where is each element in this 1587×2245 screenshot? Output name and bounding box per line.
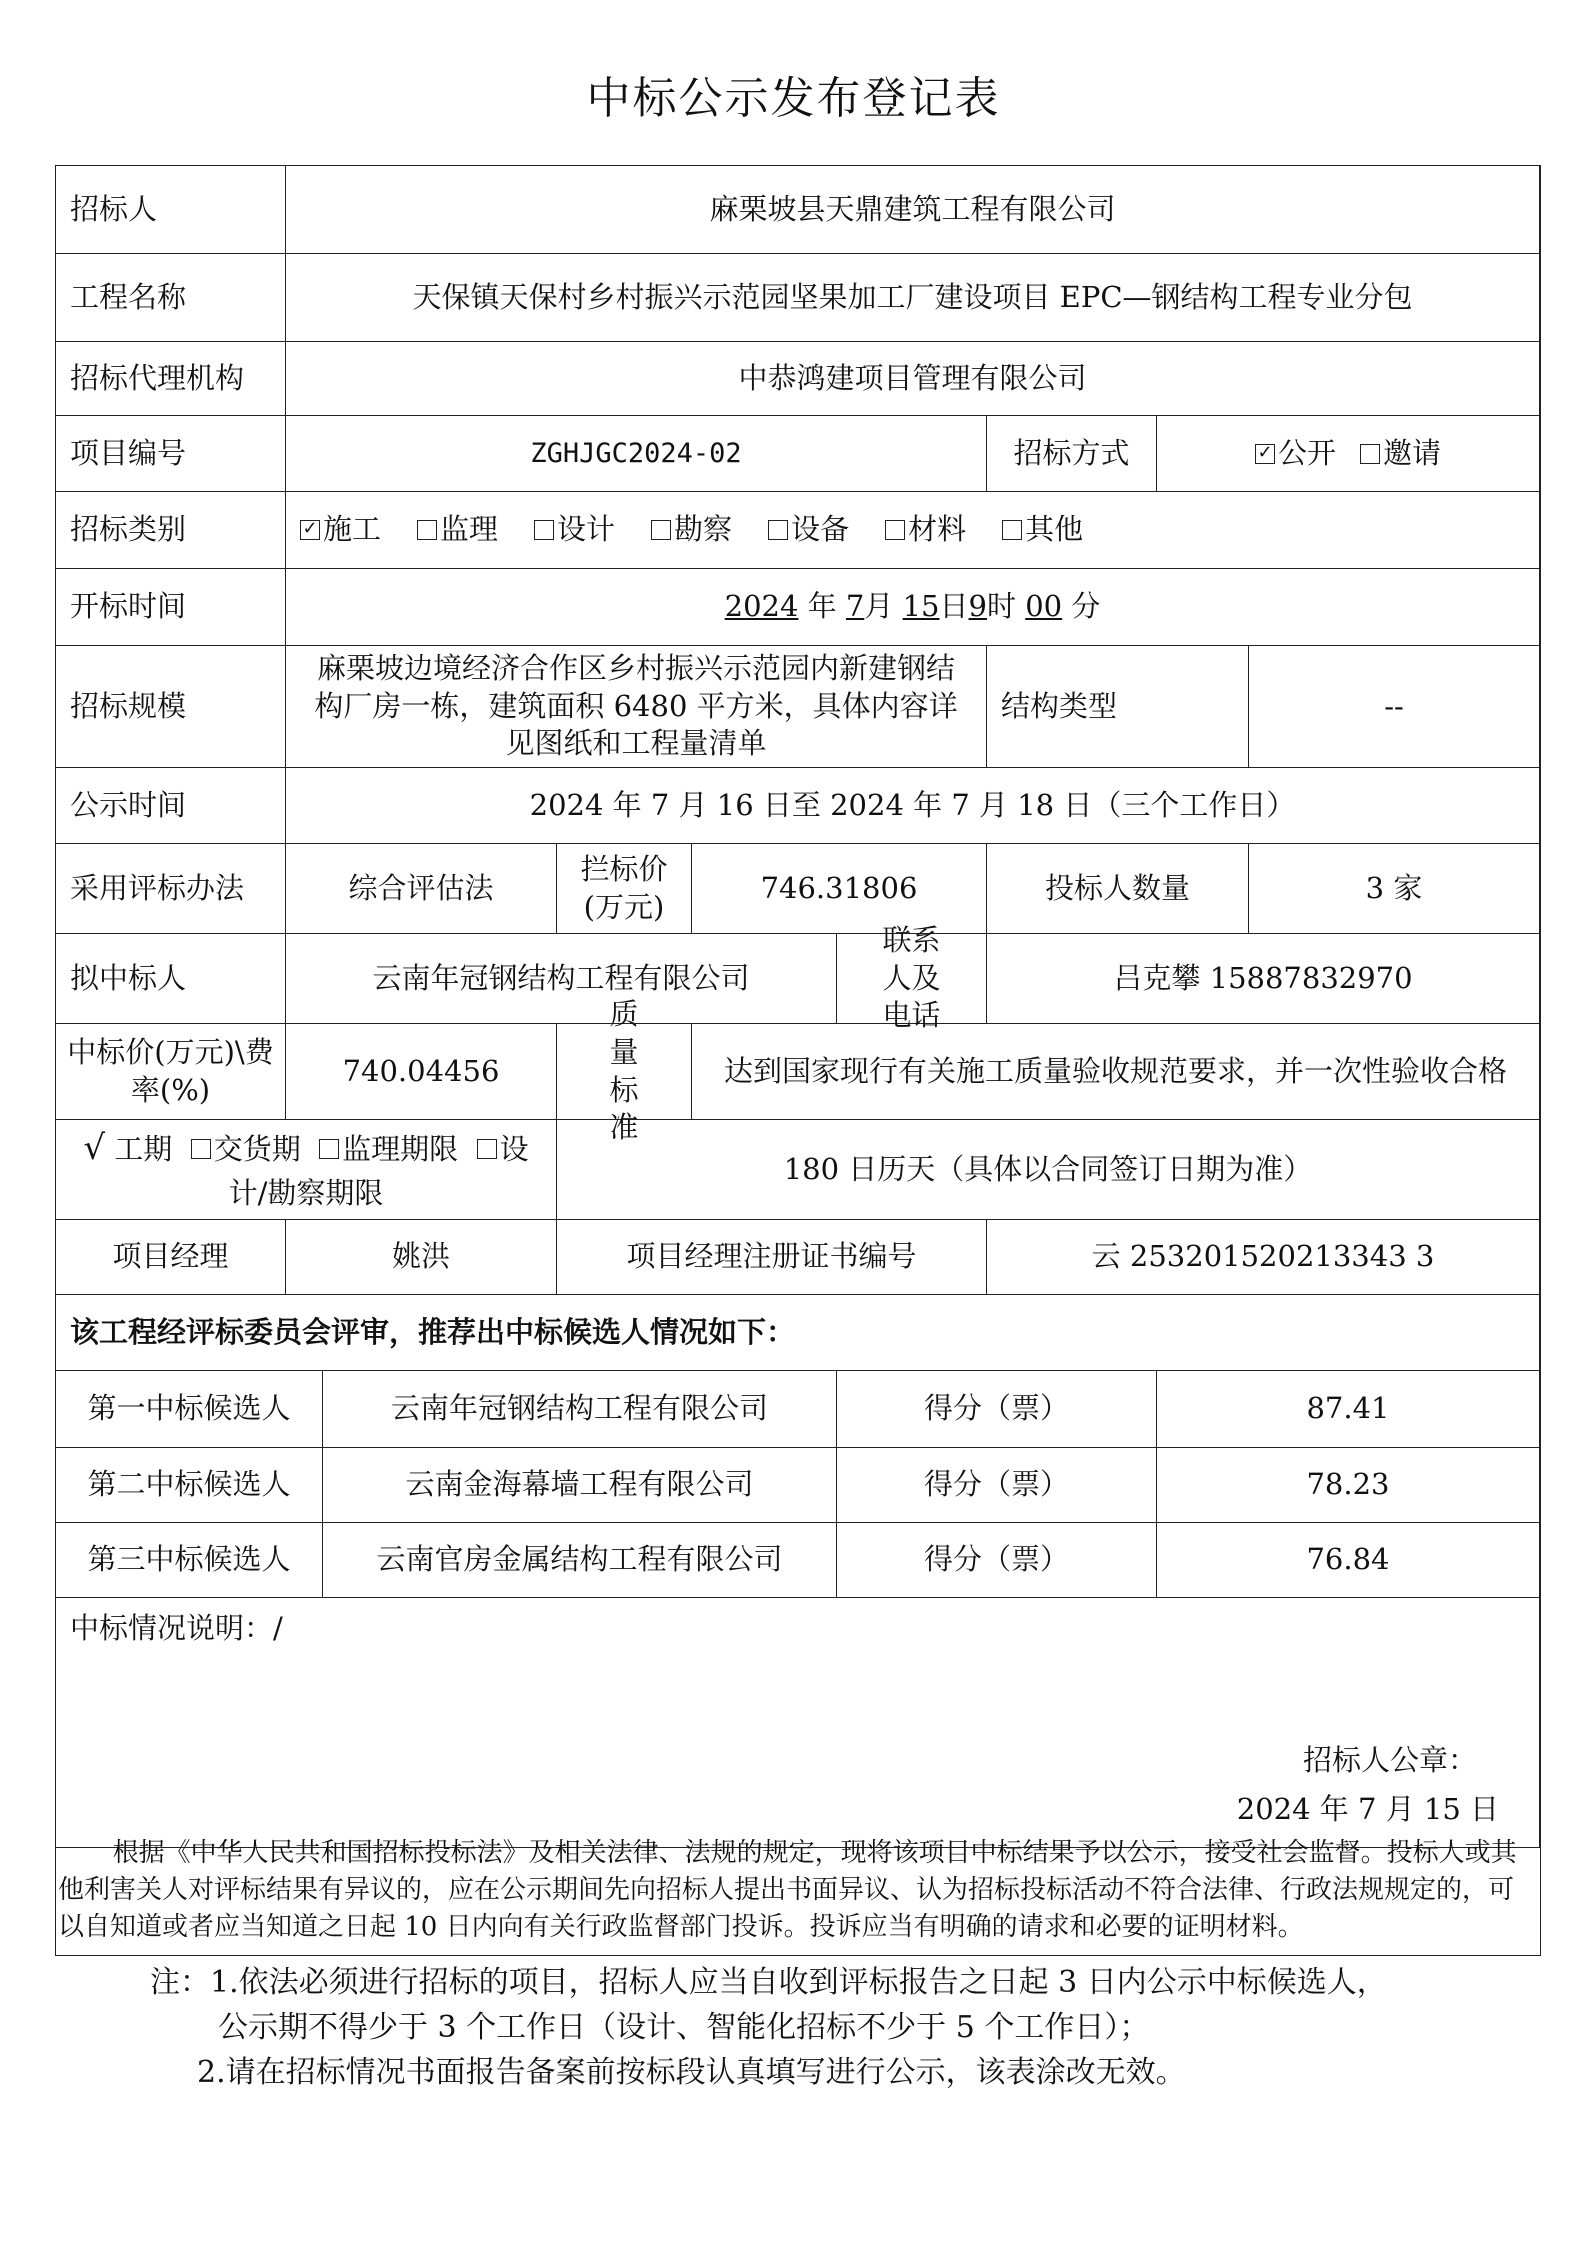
candidate-rank: 第一中标候选人 (56, 1371, 323, 1448)
cap-price-label: 拦标价(万元) (557, 844, 692, 934)
publicity-value: 2024 年 7 月 16 日至 2024 年 7 月 18 日（三个工作日） (286, 768, 1540, 844)
note-2: 2.请在招标情况书面报告备案前按标段认真填写进行公示，该表涂改无效。 (197, 2055, 1186, 2090)
page-title: 中标公示发布登记表 (586, 73, 1001, 124)
manager-label: 项目经理 (56, 1220, 286, 1295)
open-time-value: 2024 年 7 月 15 日 9 时 00 分 (286, 569, 1540, 646)
period-option-duration[interactable]: 工期 (114, 1132, 173, 1167)
candidate-name: 云南金海幕墙工程有限公司 (323, 1448, 837, 1523)
seal-label: 招标人公章： (1302, 1742, 1477, 1777)
period-options (56, 1120, 557, 1220)
category-option-equipment[interactable]: 设备 (768, 511, 849, 549)
evaluation-method-label: 采用评标办法 (56, 844, 286, 934)
registration-table (55, 165, 1541, 1956)
category-option-supervision[interactable]: 监理 (417, 511, 498, 549)
project-name-label: 工程名称 (56, 254, 286, 342)
method-option-invite[interactable]: 邀请 (1360, 435, 1441, 473)
tenderer-value: 麻栗坡县天鼎建筑工程有限公司 (286, 166, 1540, 254)
price-value: 740.04456 (286, 1024, 557, 1120)
project-no-label: 项目编号 (56, 416, 286, 492)
evaluation-method-value: 综合评估法 (286, 844, 557, 934)
candidate-name: 云南官房金属结构工程有限公司 (323, 1523, 837, 1598)
period-option-design-survey[interactable]: 设计/勘察期限 (228, 1132, 529, 1210)
note-1-cont: 公示期不得少于 3 个工作日（设计、智能化招标不少于 5 个工作日）； (218, 2010, 1150, 2045)
legal-notice: 根据《中华人民共和国招标投标法》及相关法律、法规的规定，现将该项目中标结果予以公示，接受社会监督。投标人或其他利害关人对评标结果有异议的，应在公示期间先向招标人提出书面异议、认为招标投标活动不符合法律、行政法规规定的，可以自知道或者应当知道之日起 10 日内向有关行政监督部门投诉。投诉应当有明确的请求和必要的证明材料。 (58, 1838, 1517, 1942)
contact-label: 联系人及电话 (837, 934, 987, 1024)
winner-label: 拟中标人 (56, 934, 286, 1024)
contact-value: 吕克攀 15887832970 (987, 934, 1540, 1024)
structure-type-label: 结构类型 (987, 646, 1249, 768)
bidders-value: 3 家 (1249, 844, 1540, 934)
method-option-public[interactable]: ✓ 公开 (1255, 435, 1336, 473)
candidate-score-label: 得分（票） (837, 1523, 1157, 1598)
method-label: 招标方式 (987, 416, 1157, 492)
checkbox-empty-icon (1002, 520, 1022, 540)
checkbox-checked-icon: ✓ (1255, 444, 1275, 464)
structure-type-value: -- (1249, 646, 1540, 768)
candidate-name: 云南年冠钢结构工程有限公司 (323, 1371, 837, 1448)
project-name-value: 天保镇天保村乡村振兴示范园坚果加工厂建设项目 EPC—钢结构工程专业分包 (286, 254, 1540, 342)
price-label: 中标价(万元)\费率(%) (56, 1024, 286, 1120)
checkbox-empty-icon (885, 520, 905, 540)
manager-cert-label: 项目经理注册证书编号 (557, 1220, 987, 1295)
checkbox-empty-icon (1360, 444, 1380, 464)
quality-label: 质量标准 (557, 1024, 692, 1120)
agency-label: 招标代理机构 (56, 342, 286, 416)
category-option-design[interactable]: 设计 (534, 511, 615, 549)
tenderer-label: 招标人 (56, 166, 286, 254)
period-option-delivery[interactable]: 交货期 (213, 1132, 301, 1167)
checkbox-empty-icon[interactable] (319, 1139, 339, 1159)
category-label: 招标类别 (56, 492, 286, 569)
scale-value: 麻栗坡边境经济合作区乡村振兴示范园内新建钢结构厂房一栋，建筑面积 6480 平方米，具体内容详见图纸和工程量清单 (286, 646, 987, 768)
category-option-construction[interactable]: ✓ 施工 (300, 511, 381, 549)
scale-label: 招标规模 (56, 646, 286, 768)
checkbox-empty-icon[interactable] (477, 1139, 497, 1159)
agency-value: 中恭鸿建项目管理有限公司 (286, 342, 1540, 416)
checkbox-empty-icon (651, 520, 671, 540)
check-mark-icon: √ (83, 1128, 106, 1169)
category-option-survey[interactable]: 勘察 (651, 511, 732, 549)
candidate-score-label: 得分（票） (837, 1371, 1157, 1448)
period-value: 180 日历天（具体以合同签订日期为准） (557, 1120, 1540, 1220)
quality-value: 达到国家现行有关施工质量验收规范要求，并一次性验收合格 (692, 1024, 1540, 1120)
checkbox-empty-icon (534, 520, 554, 540)
project-no-value: ZGHJGC2024-02 (286, 416, 987, 492)
checkbox-empty-icon[interactable] (191, 1139, 211, 1159)
committee-statement: 该工程经评标委员会评审，推荐出中标候选人情况如下： (56, 1295, 1540, 1371)
note-1: 注：1.依法必须进行招标的项目，招标人应当自收到评标报告之日起 3 日内公示中标候选人， (150, 1965, 1387, 2000)
category-option-other[interactable]: 其他 (1002, 511, 1083, 549)
candidate-rank: 第二中标候选人 (56, 1448, 323, 1523)
explanation-text: 中标情况说明：/ (70, 1611, 283, 1645)
explanation-section (56, 1598, 1540, 1942)
candidate-rank: 第三中标候选人 (56, 1523, 323, 1598)
candidate-score: 87.41 (1157, 1371, 1540, 1448)
checkbox-empty-icon (417, 520, 437, 540)
category-option-material[interactable]: 材料 (885, 511, 966, 549)
manager-cert-value: 云 253201520213343 3 (987, 1220, 1540, 1295)
footnotes (150, 1960, 1530, 2095)
cap-price-value: 746.31806 (692, 844, 987, 934)
winner-value: 云南年冠钢结构工程有限公司 (286, 934, 837, 1024)
open-time-label: 开标时间 (56, 569, 286, 646)
manager-value: 姚洪 (286, 1220, 557, 1295)
candidate-score: 78.23 (1157, 1448, 1540, 1523)
category-options (286, 492, 1540, 569)
publicity-label: 公示时间 (56, 768, 286, 844)
checkbox-checked-icon: ✓ (300, 520, 320, 540)
bidders-label: 投标人数量 (987, 844, 1249, 934)
candidate-score-label: 得分（票） (837, 1448, 1157, 1523)
checkbox-empty-icon (768, 520, 788, 540)
candidate-score: 76.84 (1157, 1523, 1540, 1598)
seal-date: 2024 年 7 月 15 日 (1236, 1792, 1499, 1827)
method-options (1157, 416, 1540, 492)
period-option-supervision[interactable]: 监理期限 (342, 1132, 459, 1167)
